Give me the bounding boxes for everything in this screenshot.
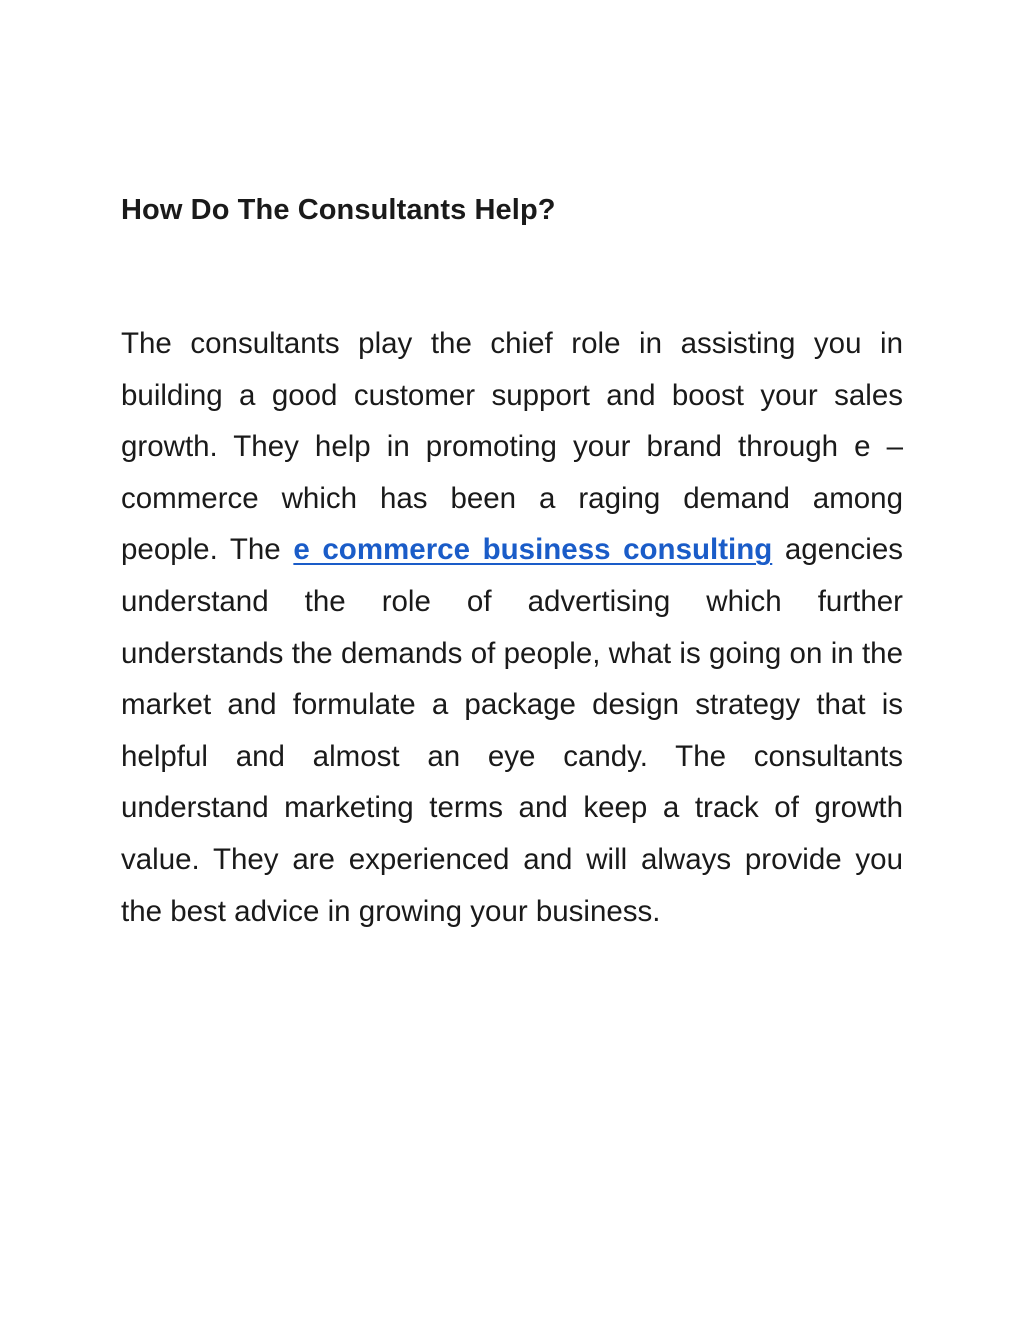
paragraph-text-before-link: The consultants play the chief role in assisting you in building a good customer support and boost your sales growth. They help in promoting your brand through e – commerce which has been a raging demand among people. The: [121, 327, 903, 567]
body-paragraph: [121, 318, 903, 937]
ecommerce-consulting-link[interactable]: e commerce business consulting: [293, 533, 773, 567]
paragraph-text-after-link: agencies understand the role of advertising which further understands the demands of people, what is going on in the market and formulate a package design strategy that is helpful and almost an eye candy. The consultants understand marketing terms and keep a track of growth value. They are experienced and will always provide you the best advice in growing your business.: [121, 533, 903, 928]
section-heading: How Do The Consultants Help?: [121, 194, 556, 226]
